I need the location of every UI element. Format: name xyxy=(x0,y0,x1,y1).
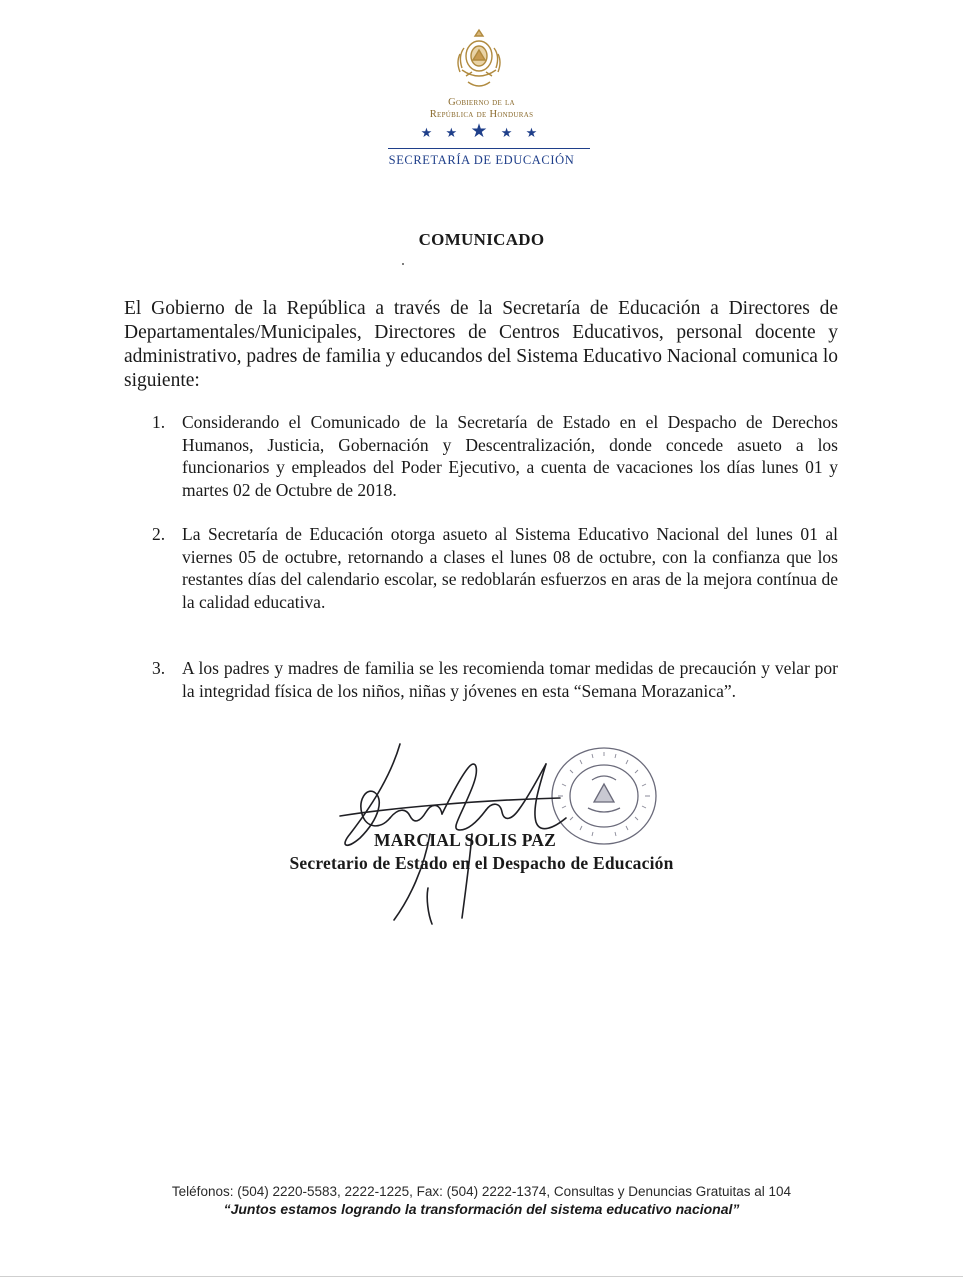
stars-row xyxy=(0,123,963,142)
intro-paragraph: El Gobierno de la República a través de la Secretaría de Educación a Directores de Departamentales/Municipales, Directores de Centros Educativos, personal docente y administrativo, padres de familia y educandos del Sistema Educativo Nacional comunica lo siguiente: xyxy=(124,298,838,391)
government-line-2: República de Honduras xyxy=(429,109,534,120)
page-bottom-edge xyxy=(0,1276,963,1277)
secretaria-heading: SECRETARÍA DE EDUCACIÓN xyxy=(388,153,575,167)
document-title: COMUNICADO xyxy=(418,230,545,249)
coat-of-arms-icon xyxy=(454,26,504,94)
list-number: 2. xyxy=(152,524,166,544)
header-divider xyxy=(388,148,590,149)
list-text: Considerando el Comunicado de la Secretaría de Estado en el Despacho de Derechos Humanos, Justicia, Gobernación y Descentralización, donde concede asueto a los funcionarios y empleados del Poder Ejecutivo, a cuenta de vacaciones los días lunes 01 y martes 02 de Octubre de 2018. xyxy=(182,412,838,500)
list-number: 1. xyxy=(152,412,166,432)
stray-mark xyxy=(402,263,404,265)
list-number: 3. xyxy=(152,658,166,678)
signatory-name: MARCIAL SOLIS PAZ xyxy=(374,830,556,850)
footer-slogan: “Juntos estamos logrando la transformación del sistema educativo nacional” xyxy=(223,1201,740,1217)
list-text: A los padres y madres de familia se les recomienda tomar medidas de precaución y velar por la integridad física de los niños, niñas y jóvenes en esta “Semana Morazanica”. xyxy=(182,658,838,701)
list-text: La Secretaría de Educación otorga asueto al Sistema Educativo Nacional del lunes 01 al viernes 05 de octubre, retornando a clases el lunes 08 de octubre, con la confianza que los restantes días del calendario escolar, se redoblarán esfuerzos en aras de la mejora contínua de la calidad educativa. xyxy=(182,524,838,612)
signatory-title: Secretario de Estado en el Despacho de Educación xyxy=(289,853,674,873)
government-line-1: Gobierno de la xyxy=(448,97,515,108)
star-icon: ★ xyxy=(470,121,493,142)
footer-contact: Teléfonos: (504) 2220-5583, 2222-1225, Fax: (504) 2222-1374, Consultas y Denuncias Gratuitas al 104 xyxy=(171,1184,792,1199)
star-icon: ★ ★ xyxy=(420,125,463,140)
star-icon: ★ ★ xyxy=(500,125,543,140)
